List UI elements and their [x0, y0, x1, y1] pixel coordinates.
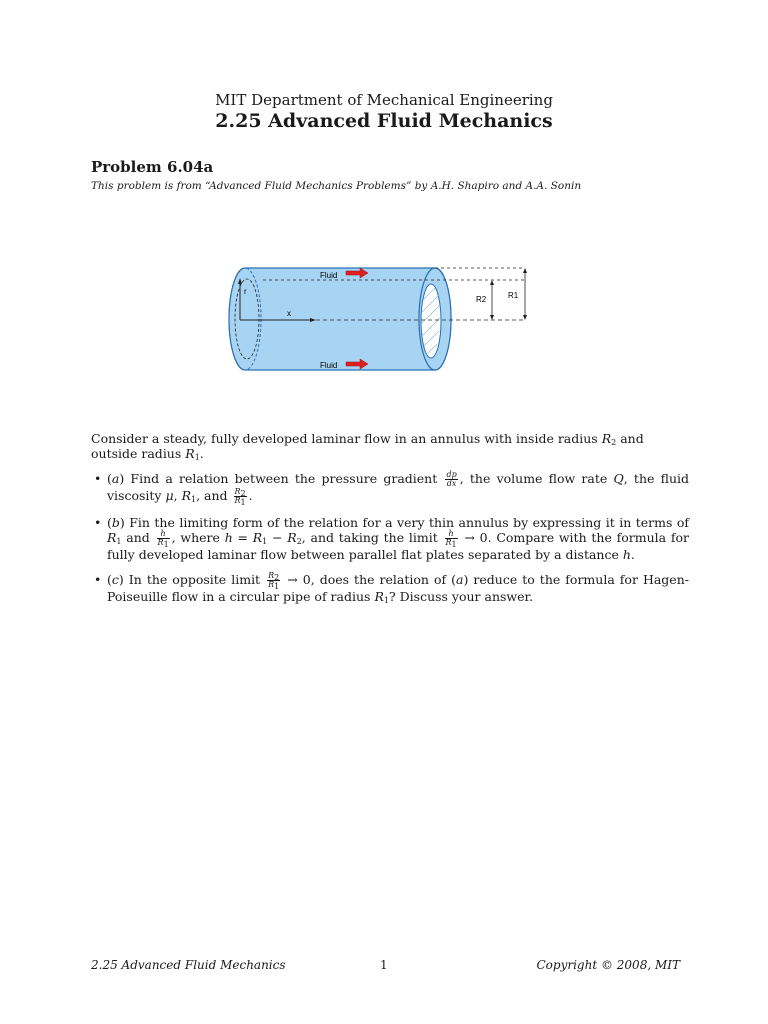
x-axis-label: x — [287, 309, 291, 318]
page-number: 1 — [380, 958, 388, 972]
r1-arrow-bottom — [523, 315, 527, 320]
page-footer — [91, 958, 680, 974]
footer-copyright: Copyright © 2008, MIT — [536, 958, 680, 972]
pipe-body — [229, 268, 451, 370]
department-heading: MIT Department of Mechanical Engineering — [215, 91, 553, 109]
question-list — [91, 471, 689, 614]
r1-label: R1 — [508, 291, 519, 300]
question-a: • (a) Find a relation between the pressure gradient $\frac{dp}{dx}$ , the volume flow rate Q, the fluid viscosity μ, $R_1$, and $\frac{R_2}{R_1}$ . — [94, 470, 689, 507]
fluid-bottom-label: Fluid — [320, 361, 338, 370]
r2-arrow-bottom — [490, 315, 494, 320]
r-axis-label: r — [244, 287, 247, 296]
r2-label: R2 — [476, 295, 487, 304]
annulus-diagram — [225, 260, 535, 380]
bullet-icon: • — [94, 471, 102, 486]
r1-arrow-top — [523, 268, 527, 273]
bullet-icon: • — [94, 515, 102, 530]
question-c: • (c) In the opposite limit $\frac{R_2}{R_1}$ → 0, does the relation of (a) reduce to the formula for Hagen-Poiseuille flow in a circular pipe of radius $R_1$? Discuss your answer. — [94, 571, 689, 605]
bullet-icon: • — [94, 572, 102, 587]
fluid-top-label: Fluid — [320, 271, 338, 280]
course-title: 2.25 Advanced Fluid Mechanics — [215, 110, 553, 132]
footer-course: 2.25 Advanced Fluid Mechanics — [91, 958, 286, 972]
intro-paragraph: Consider a steady, fully developed laminar flow in an annulus with inside radius $R_2$ and outside radius $R_1$. — [91, 431, 644, 462]
problem-title: Problem 6.04a — [91, 158, 214, 176]
r2-arrow-top — [490, 280, 494, 285]
question-b: • (b) Fin the limiting form of the relation for a very thin annulus by expressing it in terms of $R_1$ and $\frac{h}{R_1}$ , where $h = R_1 - R_2$, and taking the limit $\frac{h}{R_1}$ → 0. Compare with the formula for fully developed laminar flow between parallel flat plates separated by a distance h. — [94, 515, 689, 562]
problem-source: This problem is from “Advanced Fluid Mechanics Problems” by A.H. Shapiro and A.A. Sonin — [91, 180, 582, 192]
annulus-figure — [225, 260, 535, 380]
